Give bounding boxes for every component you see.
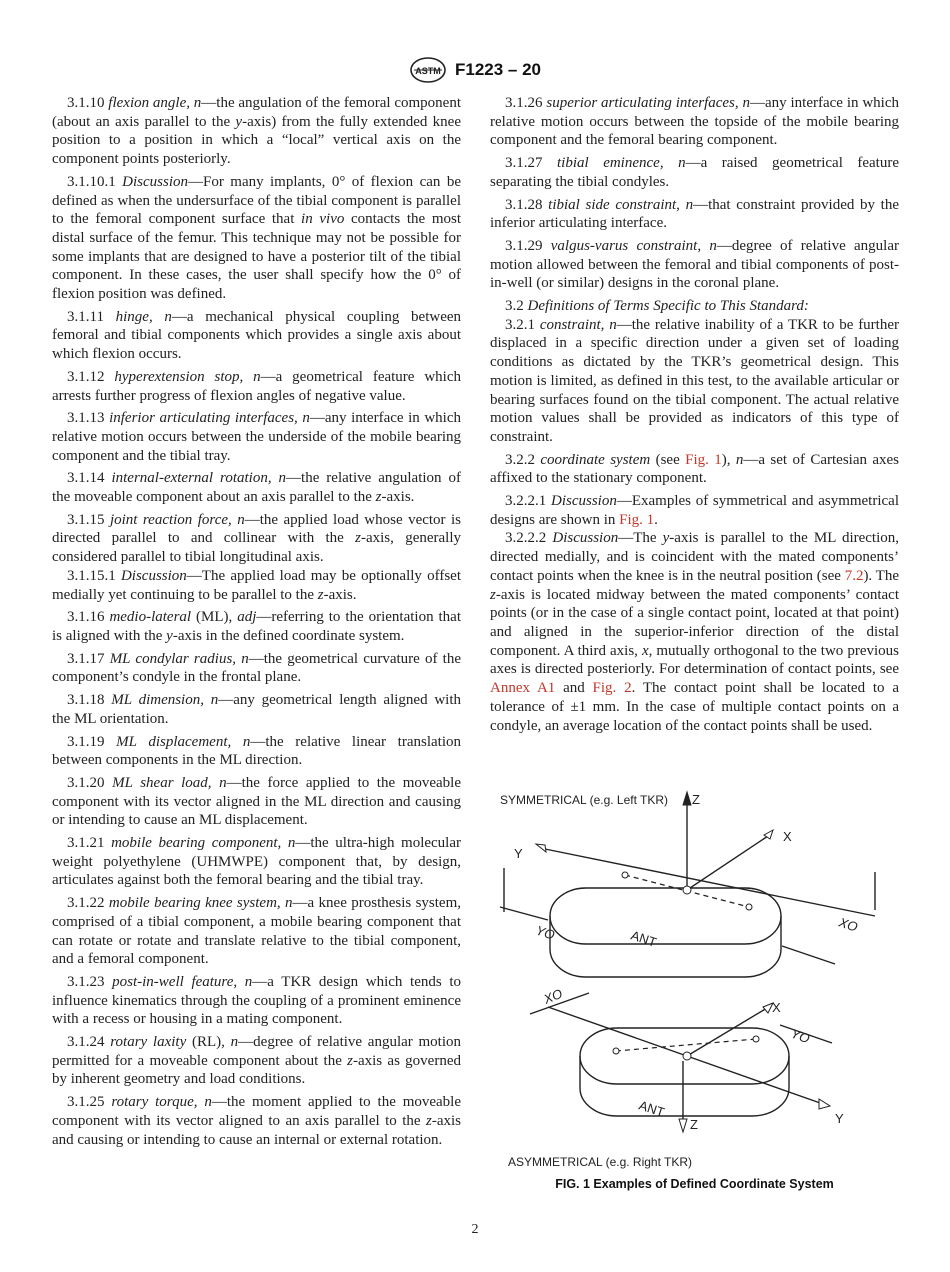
para-3-1-21: 3.1.21 mobile bearing component, n—the ultra-high molecular weight polyethylene (UHMWPE) component that, by design, articulates against both the femoral bearing and the tibial tray. xyxy=(52,835,461,889)
sym-ant-label: ANT xyxy=(629,927,659,950)
sym-x-label: X xyxy=(783,829,792,844)
coordinate-system-figure xyxy=(490,786,899,1176)
asym-origin xyxy=(683,1052,691,1060)
para-3-2-2: 3.2.2 coordinate system (see Fig. 1), n—a set of Cartesian axes affixed to the stationary component. xyxy=(490,451,900,487)
sym-origin xyxy=(683,886,691,894)
para-3-2: 3.2 Definitions of Terms Specific to This Standard: xyxy=(505,298,809,315)
asym-x-label: X xyxy=(772,1000,781,1015)
para-3-1-22: 3.1.22 mobile bearing knee system, n—a knee prosthesis system, comprised of a tibial component, a mobile bearing component that can rotate or rotate and translate relative to the tibial component, and a femoral component. xyxy=(52,895,462,968)
para-3-1-24: 3.1.24 rotary laxity (RL), n—degree of relative angular motion permitted for a moveable component about the z-axis as governed by inherent geometry and load conditions. xyxy=(52,1034,462,1088)
para-3-1-25: 3.1.25 rotary torque, n—the moment applied to the moveable component with its vector aligned to an axis parallel to the z-axis and causing or intending to cause an internal or external rotation. xyxy=(52,1094,461,1148)
page-header xyxy=(0,57,950,83)
para-3-1-27: 3.1.27 tibial eminence, n—a raised geometrical feature separating the tibial condyles. xyxy=(490,155,899,190)
left-column xyxy=(52,94,461,1153)
fig-1-link[interactable]: Fig. 1 xyxy=(619,511,655,528)
asym-label: ASYMMETRICAL (e.g. Right TKR) xyxy=(508,1155,693,1169)
sym-z-label: Z xyxy=(692,792,700,807)
asym-ant-label: ANT xyxy=(637,1097,667,1120)
para-3-1-20: 3.1.20 ML shear load, n—the force applied to the moveable component with its vector aligned in the ML direction and causing or intending to cause an ML displacement. xyxy=(52,774,461,829)
sym-label: SYMMETRICAL (e.g. Left TKR) xyxy=(500,793,669,807)
sym-yo-label: YO xyxy=(534,922,557,943)
para-3-1-17: 3.1.17 ML condylar radius, n—the geometrical curvature of the component’s condyle in the frontal plane. xyxy=(52,650,462,686)
asym-y-label: Y xyxy=(835,1111,844,1126)
fig-1-link[interactable]: Fig. 1 xyxy=(685,451,722,468)
annex-a1-link[interactable]: Annex A1 xyxy=(490,680,556,697)
section-7-2-link[interactable]: 7.2 xyxy=(844,567,864,584)
para-3-1-10-1: 3.1.10.1 Discussion—For many implants, 0° of flexion can be defined as when the undersurface of the tibial component is parallel to the femoral component surface that in vivo contacts the most distal surface of the femur. This technique may not be possible for some implants that are designed to have a posterior tilt of the tibial component. In these cases, the user shall specify how the 0° of flexion position was defined. xyxy=(52,173,461,303)
asym-contact-left xyxy=(613,1048,619,1054)
para-3-1-11: 3.1.11 hinge, n—a mechanical physical coupling between femoral and tibial components which provides a single axis about which flexion occurs. xyxy=(52,308,462,363)
sym-y-arrow-icon xyxy=(536,844,546,852)
sym-yo-dim-right xyxy=(782,946,835,964)
para-3-1-15: 3.1.15 joint reaction force, n—the applied load whose vector is directed parallel to and collinear with the z-axis, generally considered parallel to tibial longitudinal axis. xyxy=(52,511,461,566)
para-3-1-28: 3.1.28 tibial side constraint, n—that constraint provided by the inferior articulating interface. xyxy=(490,196,900,232)
sym-z-arrow-icon xyxy=(683,792,691,805)
para-3-2-2-1: 3.2.2.1 Discussion—Examples of symmetrical and asymmetrical designs are shown in Fig. 1. xyxy=(490,493,900,528)
sym-x-axis xyxy=(687,836,768,890)
sym-y-label: Y xyxy=(514,846,523,861)
para-3-1-14: 3.1.14 internal-external rotation, n—the relative angulation of the moveable component about an axis parallel to the z-axis. xyxy=(52,470,461,506)
sym-yo-dim-left xyxy=(500,907,548,920)
figure-caption: FIG. 1 Examples of Defined Coordinate System xyxy=(555,1177,834,1191)
para-3-1-19: 3.1.19 ML displacement, n—the relative linear translation between components in the ML direction. xyxy=(52,733,462,769)
sym-xo-line xyxy=(545,849,875,916)
para-3-1-26: 3.1.26 superior articulating interfaces, n—any interface in which relative motion occurs between the topside of the mobile bearing component and the femoral bearing component. xyxy=(490,95,899,149)
para-3-1-15-1: 3.1.15.1 Discussion—The applied load may be optionally offset medially yet continuing to be parallel to the z-axis. xyxy=(52,567,461,603)
para-3-1-23: 3.1.23 post-in-well feature, n—a TKR design which tends to influence kinematics through the coupling of a prominent eminence with a recess or housing in a mating component. xyxy=(52,973,461,1028)
para-3-1-18: 3.1.18 ML dimension, n—any geometrical length aligned with the ML orientation. xyxy=(52,692,461,727)
para-3-2-1: 3.2.1 constraint, n—the relative inability of a TKR to be further displaced in a specific direction under a given set of loading conditions as dictated by the TKR’s geometrical design. This motion is limited, as defined in this test, to the available articular or bearing surfaces found on the tibial component. The actual relative motion values shall be provided as indicators of this type of constraint. xyxy=(490,316,900,445)
asym-z-label: Z xyxy=(690,1117,698,1132)
right-column xyxy=(490,94,899,739)
sym-xo-label: XO xyxy=(837,914,860,935)
asym-x-axis xyxy=(687,1008,767,1056)
page-number: 2 xyxy=(471,1222,479,1237)
astm-logo-icon xyxy=(409,57,447,83)
sym-contact-right xyxy=(746,904,752,910)
para-3-1-12: 3.1.12 hyperextension stop, n—a geometrical feature which arrests further progress of flexion angles of negative value. xyxy=(52,368,461,404)
para-3-2-2-2: 3.2.2.2 Discussion—The y-axis is parallel to the ML direction, directed medially, and is coincident with the mated components’ contact points when the knee is in the neutral position (see 7.2). The z-axis is located midway between the mated components’ contact points (or in the case of a single contact point, located at that point) and aligned in the superior-inferior direction of the distal component. A third axis, x, mutually orthogonal to the two previous axes is directed posteriorly. For determination of contact points, see Annex A1 and Fig. 2. The contact point shall be located to a tolerance of ±1 mm. In the case of multiple contact points on a condyle, an average location of the contact points shall be used. xyxy=(490,530,900,734)
para-3-1-29: 3.1.29 valgus-varus constraint, n—degree of relative angular motion allowed between the femoral and tibial components of post-in-well (or similar) designs in the coronal plane. xyxy=(490,237,899,292)
para-3-1-16: 3.1.16 medio-lateral (ML), adj—referring to the orientation that is aligned with the y-axis in the defined coordinate system. xyxy=(52,609,461,644)
para-3-1-10: 3.1.10 flexion angle, n—the angulation of the femoral component (about an axis parallel to the y-axis) from the fully extended knee position to a position in which a “local” vertical axis on the component points posteriorly. xyxy=(52,95,461,168)
asym-contact-right xyxy=(753,1036,759,1042)
asym-yo-label: YO xyxy=(788,1025,812,1047)
fig-2-link[interactable]: Fig. 2 xyxy=(592,680,632,697)
document-code: F1223 – 20 xyxy=(454,60,541,79)
sym-contact-left xyxy=(622,872,628,878)
logo-text: ASTM xyxy=(415,66,441,76)
asym-tray-side xyxy=(580,1056,789,1116)
asym-y-arrow-icon xyxy=(819,1099,830,1109)
asym-contact-line xyxy=(616,1039,756,1051)
para-3-1-13: 3.1.13 inferior articulating interfaces, n—any interface in which relative motion occurs between the underside of the mobile bearing component and the tibial tray. xyxy=(52,410,461,464)
asym-z-arrow-icon xyxy=(679,1119,687,1132)
sym-tray-top-face xyxy=(550,888,781,944)
sym-tray-side xyxy=(550,916,781,977)
asym-xo-label: XO xyxy=(541,985,565,1007)
